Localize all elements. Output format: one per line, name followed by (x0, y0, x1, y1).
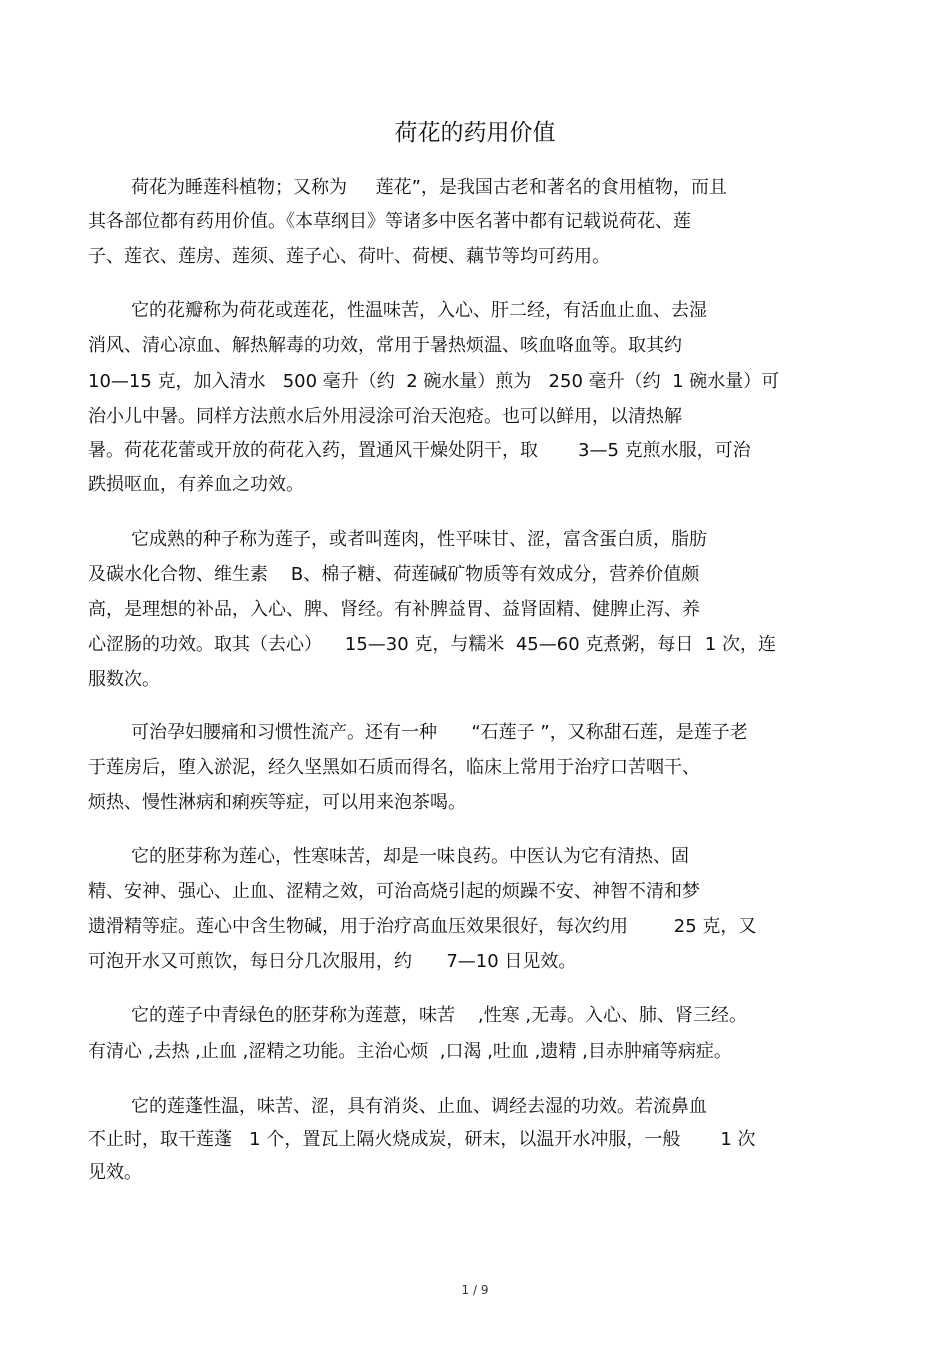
paragraph-4-line-3: 烦热、慢性淋病和痢疾等症，可以用来泡茶喝。 (88, 792, 466, 813)
paragraph-5-line-3: 遗滑精等症。莲心中含生物碱，用于治疗高血压效果很好，每次约用 25 克，又 (88, 916, 757, 937)
paragraph-2-line-4: 治小儿中暑。同样方法煎水后外用浸涂可治天泡疮。也可以鲜用，以清热解 (88, 406, 682, 427)
page-title: 荷花的药用价值 (394, 120, 556, 146)
paragraph-4-line-1: 可治孕妇腰痛和习惯性流产。还有一种 “石莲子 ”，又称甜石莲，是莲子老 (131, 722, 748, 743)
paragraph-3-line-2: 及碳水化合物、维生素 B、棉子糖、荷莲碱矿物质等有效成分，营养价值颇 (88, 564, 700, 585)
paragraph-2-line-5: 暑。荷花花蕾或开放的荷花入药，置通风干燥处阴干，取 3—5 克煎水服，可治 (88, 440, 751, 461)
paragraph-1-line-1: 荷花为睡莲科植物；又称为 莲花”，是我国古老和著名的食用植物，而且 (131, 177, 727, 198)
paragraph-2-line-1: 它的花瓣称为荷花或莲花，性温味苦，入心、肝二经，有活血止血、去湿 (131, 300, 707, 321)
paragraph-5-line-4: 可泡开水又可煎饮，每日分几次服用，约 7—10 日见效。 (88, 951, 577, 972)
paragraph-3-line-5: 服数次。 (88, 669, 160, 690)
paragraph-5-line-1: 它的胚芽称为莲心，性寒味苦，却是一味良药。中医认为它有清热、固 (131, 846, 689, 867)
paragraph-3-line-4: 心涩肠的功效。取其（去心） 15—30 克，与糯米 45—60 克煮粥，每日 1 次，连 (88, 634, 777, 655)
paragraph-7-line-1: 它的莲蓬性温，味苦、涩，具有消炎、止血、调经去湿的功效。若流鼻血 (131, 1096, 707, 1117)
paragraph-5-line-2: 精、安神、强心、止血、涩精之效，可治高烧引起的烦躁不安、神智不清和梦 (88, 881, 700, 902)
paragraph-6-line-2: 有清心 ,去热 ,止血 ,涩精之功能。主治心烦 ,口渴 ,吐血 ,遗精 ,目赤肿痛等病症。 (88, 1041, 732, 1062)
paragraph-3-line-3: 高，是理想的补品，入心、脾、肾经。有补脾益胃、益肾固精、健脾止泻、养 (88, 599, 700, 620)
paragraph-1-line-3: 子、莲衣、莲房、莲须、莲子心、荷叶、荷梗、藕节等均可药用。 (88, 246, 610, 267)
paragraph-2-line-6: 跌损呕血，有养血之功效。 (88, 474, 304, 495)
paragraph-3-line-1: 它成熟的种子称为莲子，或者叫莲肉，性平味甘、涩，富含蛋白质，脂肪 (131, 529, 707, 550)
paragraph-6-line-1: 它的莲子中青绿色的胚芽称为莲薏，味苦 ,性寒 ,无毒。入心、肺、肾三经。 (131, 1005, 748, 1026)
paragraph-7-line-3: 见效。 (88, 1162, 142, 1183)
paragraph-2-line-2: 消风、清心凉血、解热解毒的功效，常用于暑热烦温、咳血咯血等。取其约 (88, 335, 682, 356)
paragraph-2-line-3: 10—15 克，加入清水 500 毫升（约 2 碗水量）煎为 250 毫升（约 1 碗水量）可 (88, 371, 780, 392)
paragraph-1-line-2: 其各部位都有药用价值。《本草纲目》等诸多中医名著中都有记载说荷花、莲 (88, 211, 691, 232)
paragraph-7-line-2: 不止时，取干莲蓬 1 个，置瓦上隔火烧成炭，研末，以温开水冲服，一般 1 次 (88, 1129, 756, 1150)
paragraph-4-line-2: 于莲房后，堕入淤泥，经久坚黑如石质而得名，临床上常用于治疗口苦咽干、 (88, 757, 700, 778)
page-number: 1 / 9 (461, 1283, 489, 1297)
